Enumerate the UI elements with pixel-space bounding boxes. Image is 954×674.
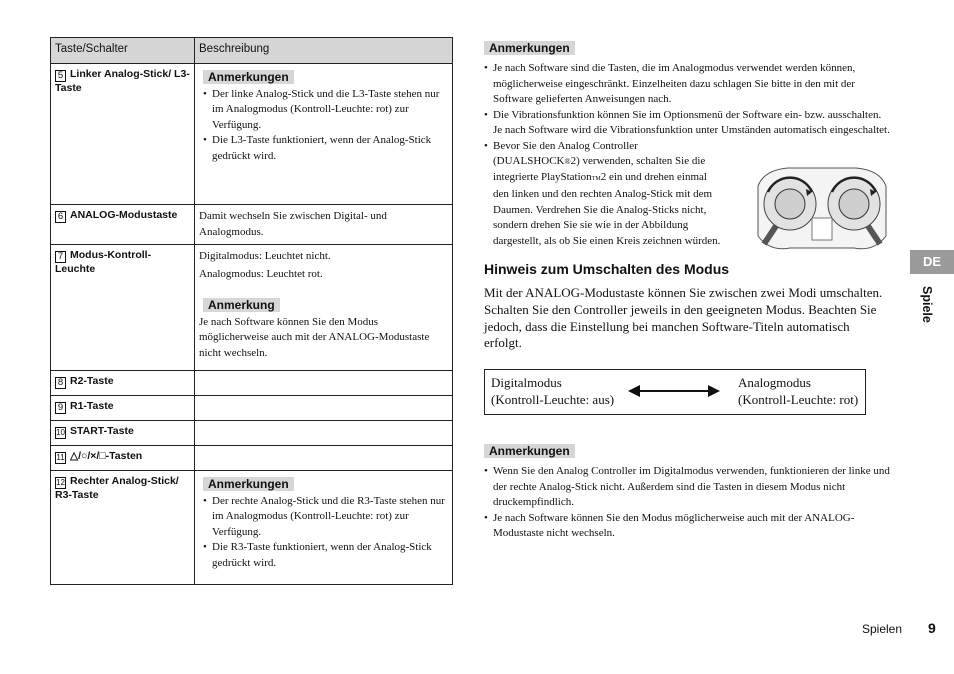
item-name: START-Taste xyxy=(70,425,134,437)
notes-label: Anmerkungen xyxy=(484,444,575,458)
notes-list xyxy=(199,87,448,165)
notes-label: Anmerkungen xyxy=(203,477,294,491)
item-number: 9 xyxy=(55,402,66,414)
table-row xyxy=(51,396,453,421)
mode-switch-diagram xyxy=(484,369,866,415)
item-name: Rechter Analog-Stick/ R3-Taste xyxy=(55,475,179,501)
item-number: 8 xyxy=(55,377,66,389)
list-item: • Der rechte Analog-Stick und die R3-Taste stehen nur im Analogmodus (Kontroll-Leuchte: rot) zur Verfügung. xyxy=(199,494,448,541)
table-row xyxy=(51,371,453,396)
list-item: • Die R3-Taste funktioniert, wenn der Analog-Stick gedrückt wird. xyxy=(199,540,448,571)
list-item: • Je nach Software können Sie den Modus möglicherweise auch mit der ANALOG-Modustaste nicht wechseln. xyxy=(484,511,890,542)
item-name: ANALOG-Modustaste xyxy=(70,209,178,221)
list-item: • Der linke Analog-Stick und die L3-Taste stehen nur im Analogmodus (Kontroll-Leuchte: rot) zur Verfügung. xyxy=(199,87,448,134)
item-number: 6 xyxy=(55,211,66,223)
list-item: • Die L3-Taste funktioniert, wenn der Analog-Stick gedrückt wird. xyxy=(199,133,448,164)
list-item: • Bevor Sie den Analog Controller (DUALSHOCK®2) verwenden, schalten Sie die integrierte PlayStationTM2 ein und drehen einmal den linken und den rechten Analog-Stick mit dem Daumen. Verdrehen Sie die Analog-Sticks nicht, sondern drehen Sie sie wie in der Abbildung dargestellt, als ob Sie einen Kreis zeichnen würden. xyxy=(484,139,749,250)
analog-stick-rotation-illustration xyxy=(754,156,890,256)
trademark-mark: TM xyxy=(591,175,601,182)
mode-line-analog: Analogmodus: Leuchtet rot. xyxy=(199,267,323,280)
notes-label: Anmerkungen xyxy=(203,70,294,84)
list-item: • Je nach Software sind die Tasten, die im Analogmodus verwendet werden können, möglicherweise eingeschränkt. Einzelheiten dazu schlagen Sie bitte in den mit der Software gelieferten Anweisungen nach. xyxy=(484,61,890,108)
item-name: R2-Taste xyxy=(70,375,114,387)
item-description: Damit wechseln Sie zwischen Digital- und Analogmodus. xyxy=(195,205,453,245)
item-number: 7 xyxy=(55,251,66,263)
section-side-label: Spiele xyxy=(920,286,934,323)
table-row xyxy=(51,446,453,471)
mode-line-digital: Digitalmodus: Leuchtet nicht. xyxy=(199,250,331,262)
table-row xyxy=(51,245,453,371)
item-number: 10 xyxy=(56,428,65,437)
notes-list xyxy=(484,464,890,542)
item-name: Linker Analog-Stick/ L3-Taste xyxy=(55,68,190,94)
list-item: • Die Vibrationsfunktion können Sie im Optionsmenü der Software ein- bzw. ausschalten. Je nach Software wird die Vibrationsfunktion unter Umständen automatisch eingeschaltet. xyxy=(484,108,890,139)
table-row xyxy=(51,205,453,245)
note-label: Anmerkung xyxy=(203,298,280,312)
item-number: 11 xyxy=(56,453,65,462)
section-heading: Hinweis zum Umschalten des Modus xyxy=(484,261,730,277)
right-column xyxy=(484,39,890,542)
double-arrow-icon xyxy=(628,384,720,398)
list-item: • Wenn Sie den Analog Controller im Digitalmodus verwenden, funktionieren der linke und der rechte Analog-Stick nicht. Außerdem sind die Tasten in diesem Modus nicht druckempfindlich. xyxy=(484,464,890,511)
mode-switch-paragraph: Mit der ANALOG-Modustaste können Sie zwischen zwei Modi umschalten. Schalten Sie den Controller jeweils in den geeigneten Modus. Beachten Sie jedoch, dass die Einstellung bei manchen Software-Titeln automatisch erfolgt. xyxy=(484,285,883,351)
item-number: 5 xyxy=(55,70,66,82)
language-tab: DE xyxy=(910,250,954,274)
item-name: R1-Taste xyxy=(70,400,114,412)
note-text: Je nach Software können Sie den Modus möglicherweise auch mit der ANALOG-Modustaste nicht wechseln. xyxy=(199,315,430,359)
item-number: 12 xyxy=(56,478,65,487)
table-header-description: Beschreibung xyxy=(195,38,453,64)
analog-mode-label: Analogmodus (Kontroll-Leuchte: rot) xyxy=(738,375,859,407)
digital-mode-label: Digitalmodus (Kontroll-Leuchte: aus) xyxy=(491,375,615,407)
item-name: Modus-Kontroll-Leuchte xyxy=(55,249,152,275)
item-name: △/○/×/□-Tasten xyxy=(70,450,143,462)
footer-section-label: Spielen xyxy=(862,622,903,636)
page-number: 9 xyxy=(928,620,936,636)
table-row xyxy=(51,64,453,205)
table-header-row xyxy=(51,38,453,64)
table-row xyxy=(51,471,453,585)
table-header-key: Taste/Schalter xyxy=(51,38,195,64)
registered-mark: ® xyxy=(564,157,571,166)
notes-list xyxy=(199,494,448,572)
table-row xyxy=(51,421,453,446)
controls-table xyxy=(50,37,453,585)
notes-label: Anmerkungen xyxy=(484,41,575,55)
